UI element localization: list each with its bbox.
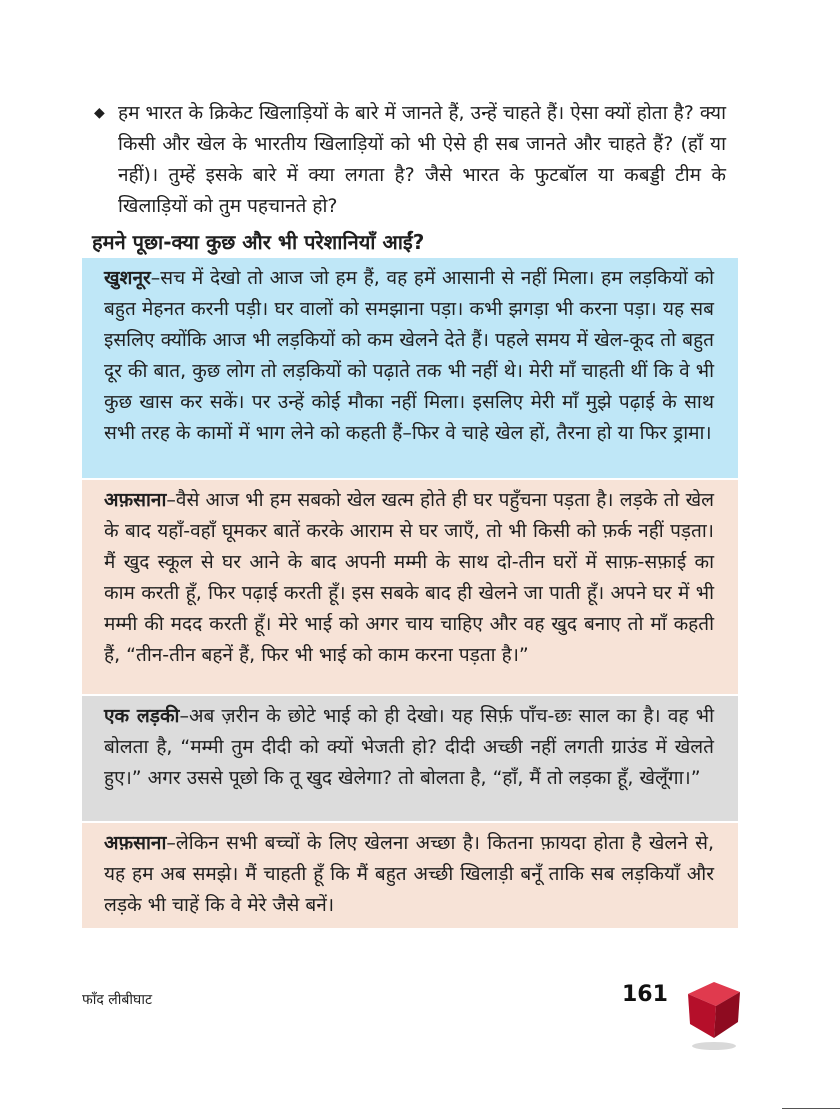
red-cube-icon bbox=[680, 972, 750, 1052]
dialogue-text: –वैसे आज भी हम सबको खेल खत्म होते ही घर पहुँचना पड़ता है। लड़के तो खेल के बाद यहाँ-वहाँ घूमकर बातें करके आराम से घर जाएँ, तो भी किसी को फ़र्क नहीं पड़ता। मैं खुद स्कूल से घर आने के बाद अपनी मम्मी के साथ दो-तीन घरों में साफ़-सफ़ाई का काम करती हूँ, फिर पढ़ाई करती हूँ। इस सबके बाद ही खेलने जा पाती हूँ। अपने घर में भी मम्मी की मदद करती हूँ। मेरे भाई को अगर चाय चाहिए और वह खुद बनाए तो माँ कहती हैं, “तीन-तीन बहनें हैं, फिर भी भाई को काम करना पड़ता है।” bbox=[104, 489, 714, 666]
dialogue-panel-afsana-2 bbox=[82, 823, 738, 928]
dialogue-text: –सच में देखो तो आज जो हम हैं, वह हमें आसानी से नहीं मिला। हम लड़कियों को बहुत मेहनत करनी पड़ी। घर वालों को समझाना पड़ा। कभी झगड़ा भी करना पड़ा। यह सब इसलिए क्योंकि आज भी लड़कियों को कम खेलने देते हैं। पहले समय में खेल-कूद तो बहुत दूर की बात, कुछ लोग तो लड़कियों को पढ़ाते तक भी नहीं थे। मेरी माँ चाहती थीं कि वे भी कुछ खास कर सकें। पर उन्हें कोई मौका नहीं मिला। इसलिए मेरी माँ मुझे पढ़ाई के साथ सभी तरह के कामों में भाग लेने को कहती हैं–फिर वे चाहे खेल हों, तैरना हो या फिर ड्रामा। bbox=[104, 267, 714, 444]
section-heading: हमने पूछा-क्या कुछ और भी परेशानियाँ आईं? bbox=[92, 230, 425, 254]
dialogue-panel-afsana-1 bbox=[82, 480, 738, 694]
page-number: 161 bbox=[622, 982, 668, 1007]
dialogue-panel-khushnoor bbox=[82, 258, 738, 478]
intro-paragraph bbox=[96, 98, 726, 222]
footer-book-title: फाँद लीबीघाट bbox=[82, 992, 152, 1008]
dialogue-panel-ek-ladki bbox=[82, 696, 738, 821]
page-edge-line bbox=[782, 1108, 840, 1109]
speaker-name: अफ़साना bbox=[104, 832, 167, 854]
intro-text: हम भारत के क्रिकेट खिलाड़ियों के बारे में जानते हैं, उन्हें चाहते हैं। ऐसा क्यों होता है? क्या किसी और खेल के भारतीय खिलाड़ियों को भी ऐसे ही सब जानते और चाहते हैं? (हाँ या नहीं)। तुम्हें इसके बारे में क्या लगता है? जैसे भारत के फुटबॉल या कबड्डी टीम के खिलाड़ियों को तुम पहचानते हो? bbox=[118, 102, 726, 217]
dialogue-text: –अब ज़रीन के छोटे भाई को ही देखो। यह सिर्फ़ पाँच-छः साल का है। वह भी बोलता है, “मम्मी तुम दीदी को क्यों भेजती हो? दीदी अच्छी नहीं लगती ग्राउंड में खेलते हुए।” अगर उससे पूछो कि तू खुद खेलेगा? तो बोलता है, “हाँ, मैं तो लड़का हूँ, खेलूँगा।” bbox=[104, 705, 715, 789]
dialogue-text: –लेकिन सभी बच्चों के लिए खेलना अच्छा है। कितना फ़ायदा होता है खेलने से, यह हम अब समझे। मैं चाहती हूँ कि मैं बहुत अच्छी खिलाड़ी बनूँ ताकि सब लड़कियाँ और लड़के भी चाहें कि वे मेरे जैसे बनें। bbox=[104, 832, 714, 916]
diamond-bullet-icon: ◆ bbox=[94, 105, 105, 121]
speaker-name: अफ़साना bbox=[104, 489, 167, 511]
speaker-name: एक लड़की bbox=[104, 705, 180, 727]
speaker-name: खुशनूर bbox=[104, 267, 151, 289]
